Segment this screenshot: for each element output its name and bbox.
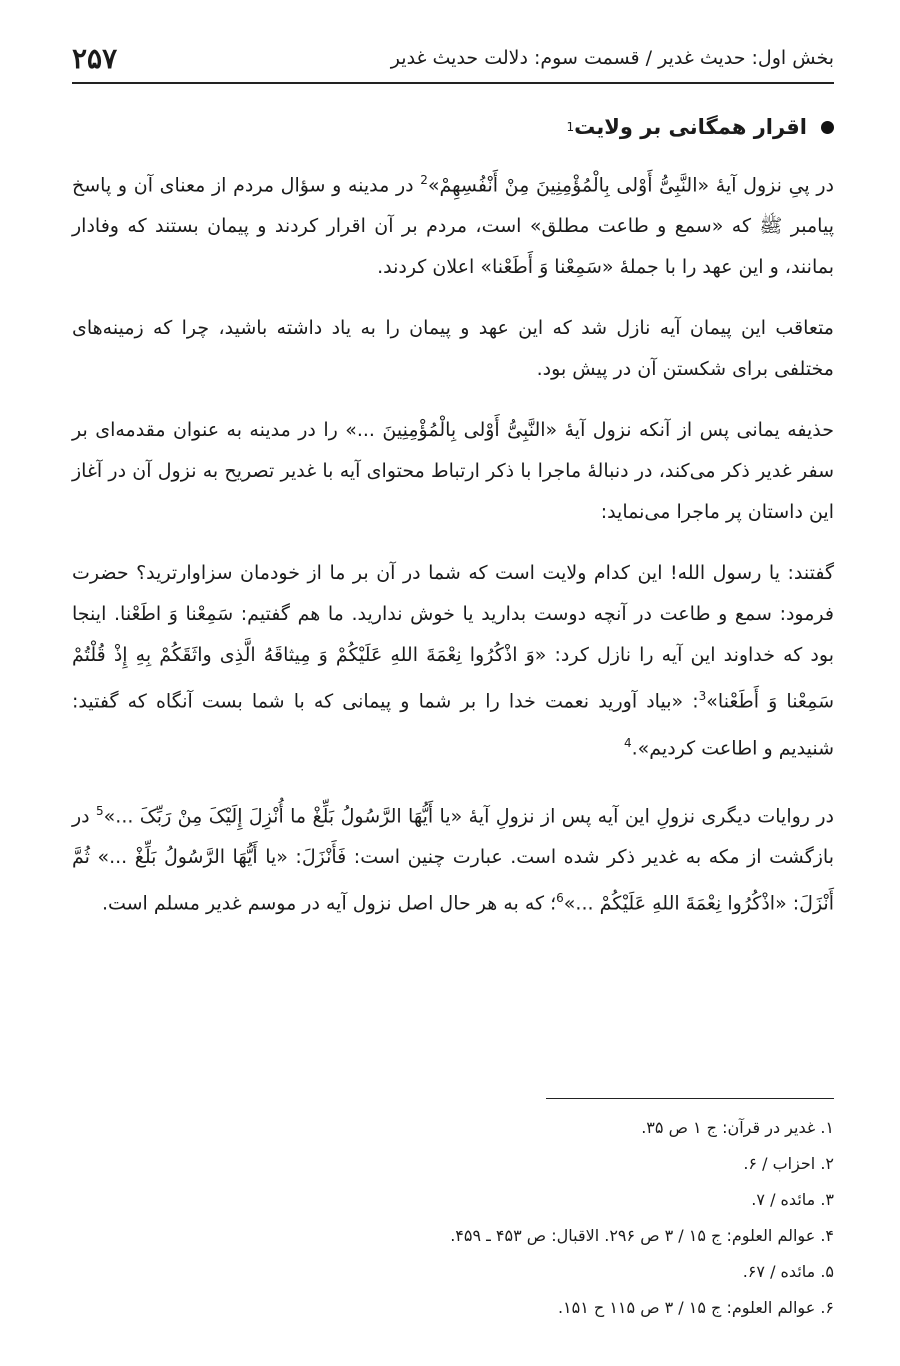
page-number: ۲۵۷ [72, 41, 118, 75]
paragraph [72, 160, 834, 288]
footnote-divider [546, 1098, 834, 1099]
footnote: ۵. مائده / ۶۷. [742, 1262, 834, 1281]
paragraph [72, 410, 834, 533]
paragraph-text: : «بیاد آورید نعمت خدا را بر شما و پیمانی که با شما بست آنگاه که گفتید: شنیدیم و اطاعت کردیم». [72, 690, 834, 759]
footnote-marker: 6 [556, 891, 564, 906]
body-text [72, 160, 834, 945]
paragraph [72, 308, 834, 390]
footnotes-list [72, 1110, 834, 1326]
footnote: ۶. عوالم العلوم: ج ۱۵ / ۳ ص ۱۱۵ ح ۱۵۱. [557, 1298, 834, 1317]
paragraph-text: در روایات دیگری نزولِ این آیه پس از نزولِ آیهٔ «یا أَیُّهَا الرَّسُولُ بَلِّغْ ما أُنْزِلَ إِلَیْکَ مِنْ رَبِّکَ ...» [103, 805, 834, 828]
running-head: بخش اول: حدیث غدیر / قسمت سوم: دلالت حدیث غدیر [390, 47, 834, 69]
section-title-text: اقرار همگانی بر ولایت [574, 115, 807, 139]
paragraph-text: در پیِ نزول آیهٔ «النَّبِیُّ أَوْلی بِالْمُؤْمِنِینَ مِنْ أَنْفُسِهِمْ» [427, 174, 834, 197]
footnote: ۲. احزاب / ۶. [743, 1154, 834, 1173]
footnote: ۱. غدیر در قرآن: ج ۱ ص ۳۵. [641, 1118, 834, 1137]
footnote-marker: 3 [698, 689, 707, 704]
footnote: ۴. عوالم العلوم: ج ۱۵ / ۳ ص ۲۹۶. الاقبال: ص ۴۵۳ ـ ۴۵۹. [450, 1226, 834, 1245]
footnote-marker: 2 [420, 173, 428, 187]
quoted-paragraph [72, 553, 834, 769]
bullet-icon [821, 121, 834, 134]
paragraph-text: در مدینه و سؤال مردم از معنای آن و پاسخ پیامبر ﷺ که «سمع و طاعت مطلق» است، مردم بر آن اقرار کردند و پیمان بستند که وفادار بمانند، و این عهد را با جملهٔ «سَمِعْنا وَ أَطَعْنا» اعلان کردند. [72, 174, 834, 279]
paragraph-text: گفتند: یا رسول الله! این کدام ولایت است که شما در آن بر ما از خودمان سزاوارترید؟ حضرت فرمود: سمع و طاعت در آنچه دوست بدارید یا خوش ندارید. ما هم گفتیم: سَمِعْنا وَ اطَعْنا. اینجا بود که خداوند این آیه را نازل کرد: «وَ اذْکُرُوا نِعْمَةَ اللهِ عَلَیْکُمْ وَ مِیثاقَهُ الَّذِی واثَقَکُمْ بِهِ إِذْ قُلْتُمْ سَمِعْنا وَ أَطَعْنا» [72, 562, 835, 713]
paragraph [72, 791, 834, 925]
paragraph-text: در بازگشت از مکه به غدیر ذکر شده است. عبارت چنین است: فَأَنْزَلَ: «یا أَیُّهَا الرَّسُولُ بَلِّغْ ...» ثُمَّ أَنْزَلَ: «اذْکُرُوا نِعْمَةَ اللهِ عَلَیْکُمْ ...» [72, 805, 834, 915]
section-title [72, 115, 834, 139]
paragraph-text: متعاقب این پیمان آیه نازل شد که این عهد و پیمان را به یاد داشته باشید، چرا که زمینه‌های مختلفی برای شکستن آن در پیش بود. [72, 317, 834, 381]
footnote: ۳. مائده / ۷. [751, 1190, 834, 1209]
footnote-marker: 4 [624, 735, 632, 750]
footnote-marker: 5 [96, 803, 104, 818]
page-header [72, 34, 834, 84]
paragraph-text: ؛ که به هر حال اصل نزول آیه در موسم غدیر مسلم است. [101, 892, 557, 915]
paragraph-text: حذیفه یمانی پس از آنکه نزول آیهٔ «النَّبِیُّ أَوْلی بِالْمُؤْمِنِینَ ...» را در مدینه به عنوان مقدمه‌ای بر سفر غدیر ذکر می‌کند، در دنبالهٔ ماجرا با ذکر ارتباط محتوای آیه با غدیر تصریح به نزول آن در آغاز این داستان پر ماجرا می‌نماید: [72, 419, 834, 524]
footnote-marker: 1 [566, 120, 575, 134]
